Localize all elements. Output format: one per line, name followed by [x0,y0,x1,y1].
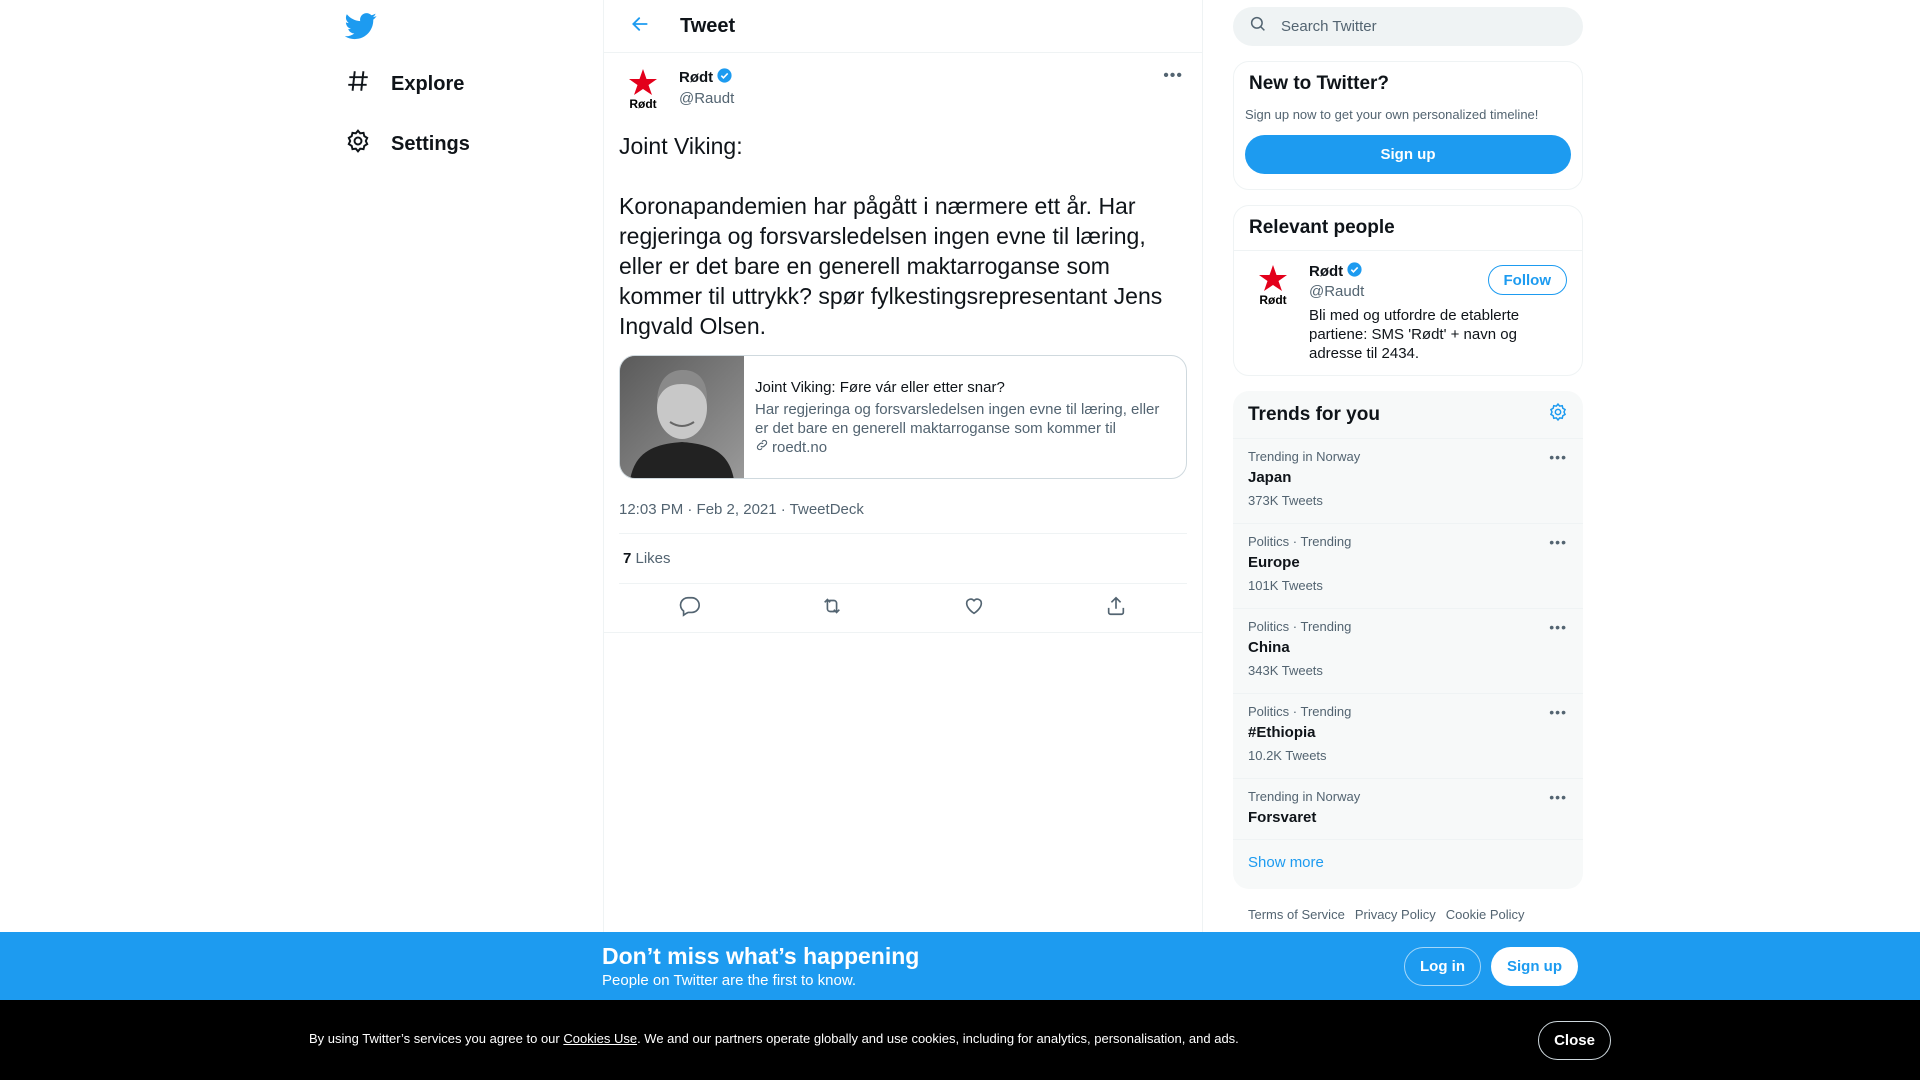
trend-meta: Trending in Norway [1248,789,1361,804]
tweet-timestamp[interactable]: 12:03 PM · Feb 2, 2021 [619,501,777,518]
avatar[interactable] [619,65,667,113]
card-domain [755,438,1174,457]
author-name-text: Rødt [679,69,714,86]
verified-badge-icon [1346,261,1363,282]
new-to-twitter-box [1233,61,1583,190]
link-icon [755,438,769,457]
relevant-person-handle: @Raudt [1309,283,1365,300]
more-options-icon[interactable]: ••• [1549,789,1567,805]
card-domain-text: roedt.no [772,439,828,456]
banner-subtitle: People on Twitter are the first to know. [602,972,857,989]
likes-count[interactable] [619,534,1187,584]
more-options-icon[interactable]: ••• [1549,534,1567,550]
footer-link-privacy[interactable]: Privacy Policy [1354,907,1436,922]
share-icon[interactable] [1105,595,1127,622]
trend-meta: Politics · Trending [1248,704,1352,719]
card-title: Joint Viking: Føre vár eller etter snar? [755,379,1005,396]
main-column [603,0,1203,1080]
relevant-people-box [1233,205,1583,376]
sidebar-signup-button[interactable]: Sign up [1245,135,1571,174]
tweet [604,53,1202,633]
trend-meta: Politics · Trending [1248,534,1352,549]
signup-banner [0,932,1920,1000]
banner-title: Don’t miss what’s happening [602,943,920,969]
cookie-text-prefix: By using Twitter’s services you agree to our [309,1031,564,1046]
trend-meta: Politics · Trending [1248,619,1352,634]
like-heart-icon[interactable] [963,595,985,622]
relevant-people-title: Relevant people [1249,217,1395,238]
gear-icon[interactable] [1548,402,1568,427]
cookies-use-link[interactable]: Cookies Use [563,1031,638,1046]
likes-label: Likes [631,550,671,567]
banner-signup-button[interactable]: Sign up [1491,947,1578,986]
tweet-source[interactable]: TweetDeck [789,501,864,518]
search-icon [1249,15,1267,38]
card-description: Har regjeringa og forsvarsledelsen ingen evne til læring, eller er det bare en generell maktarroganse som kommer til [755,401,1160,437]
cookie-close-button[interactable]: Close [1538,1021,1611,1060]
tweet-author[interactable] [679,67,734,107]
search-input[interactable] [1281,18,1551,35]
trend-meta: Trending in Norway [1248,449,1361,464]
login-button[interactable]: Log in [1404,947,1481,986]
author-handle: @Raudt [679,90,735,107]
avatar-label: Rødt [1259,293,1287,307]
trend-count: 373K Tweets [1248,493,1323,508]
footer-links [1233,889,1583,922]
cookie-bar [0,1000,1920,1080]
relevant-person-bio: Bli med og utfordre de etablerte partiene: SMS 'Rødt' + navn og adresse til 2434. [1309,307,1520,362]
gear-icon [345,128,371,160]
tweet-meta [619,501,1187,534]
footer-link-terms[interactable]: Terms of Service [1248,907,1345,922]
trend-item[interactable] [1233,779,1583,840]
trends-title: Trends for you [1248,403,1380,425]
cookie-text [309,1031,1239,1046]
cookie-text-suffix: . We and our partners operate globally and use cookies, including for analytics, personalisation, and ads. [637,1031,1239,1046]
avatar-label: Rødt [629,97,657,111]
retweet-icon[interactable] [821,595,843,622]
trends-header [1233,391,1583,439]
trend-item[interactable] [1233,524,1583,609]
show-more-link[interactable]: Show more [1248,854,1324,871]
main-header [604,0,1202,53]
reply-icon[interactable] [679,595,701,622]
trend-name: Forsvaret [1248,809,1317,826]
trends-box [1233,391,1583,889]
card-body [744,356,1186,478]
more-options-icon[interactable]: ••• [1549,704,1567,720]
more-options-icon[interactable]: ••• [1549,449,1567,465]
trend-item[interactable] [1233,609,1583,694]
more-options-icon[interactable]: ••• [1163,67,1183,84]
right-sidebar [1233,0,1583,922]
back-button[interactable] [612,0,668,53]
more-options-icon[interactable]: ••• [1549,619,1567,635]
meta-separator: · [776,501,790,518]
link-card[interactable] [619,355,1187,479]
likes-number: 7 [623,550,632,567]
nav-item-label: Explore [391,72,465,95]
trend-name: Europe [1248,554,1300,571]
trend-name: #Ethiopia [1248,724,1316,741]
trend-name: Japan [1248,469,1292,486]
trend-item[interactable] [1233,694,1583,779]
arrow-left-icon [630,14,650,39]
relevant-people-header [1234,206,1582,251]
nav-item-label: Settings [391,132,470,155]
relevant-person[interactable] [1234,251,1582,375]
left-nav [335,0,605,1080]
nav-item-explore[interactable] [345,60,464,108]
footer-link-cookies[interactable]: Cookie Policy [1445,907,1525,922]
page-title: Tweet [680,14,736,37]
twitter-bird-icon[interactable] [345,10,379,44]
tweet-text: Joint Viking: Koronapandemien har pågått i nærmere ett år. Har regjeringa og forsvarsledelsen ingen evne til læring, eller er det bare en generell maktarroganse som kommer til uttrykk? spør fylkestingsrepresentant Jens Ingvald Olsen. [619,133,1163,339]
hashtag-icon [345,68,371,100]
trend-count: 10.2K Tweets [1248,748,1327,763]
tweet-header [619,65,1187,121]
trend-item[interactable] [1233,439,1583,524]
author-name[interactable] [679,67,734,88]
nav-item-settings[interactable] [345,120,470,168]
card-image [620,356,744,479]
trend-name: China [1248,639,1290,656]
avatar[interactable] [1249,261,1297,309]
follow-button[interactable]: Follow [1488,265,1568,295]
verified-badge-icon [716,67,733,88]
new-to-twitter-subtitle: Sign up now to get your own personalized timeline! [1245,107,1539,122]
search-bar[interactable] [1233,7,1583,46]
tweet-actions [604,584,1202,633]
trend-count: 343K Tweets [1248,663,1323,678]
trend-count: 101K Tweets [1248,578,1323,593]
new-to-twitter-title: New to Twitter? [1249,73,1390,94]
relevant-person-name-text: Rødt [1309,263,1344,280]
